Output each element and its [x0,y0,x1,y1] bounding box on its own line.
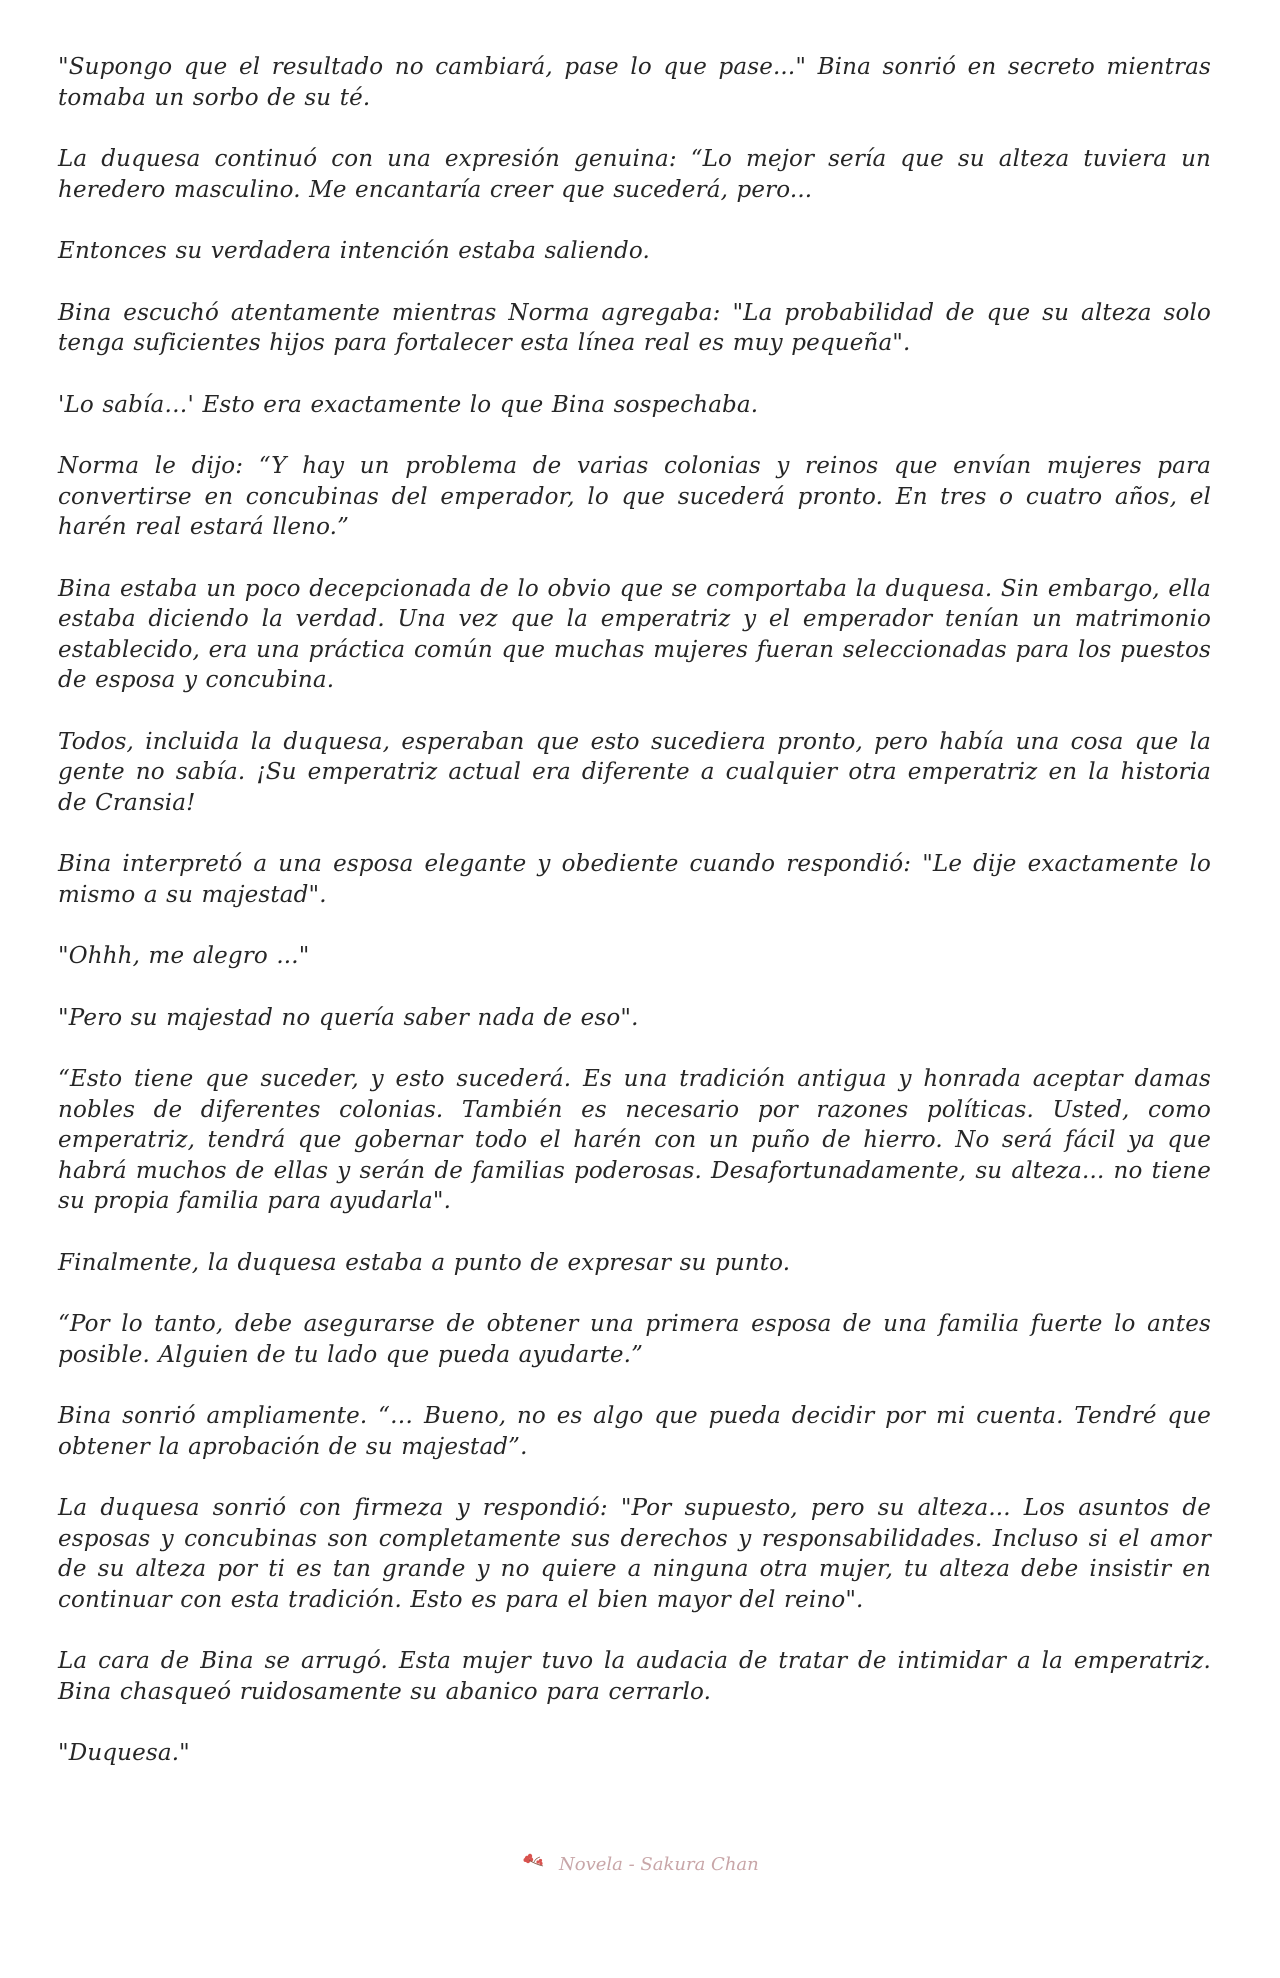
paragraph: "Duquesa." [58,1740,190,1766]
paragraph: Bina sonrió ampliamente. “… Bueno, no es algo que pueda decidir por mi cuenta. Tendré que obtener la aprobación de su majestad”. [58,1403,1211,1460]
paragraph: La cara de Bina se arrugó. Esta mujer tuvo la audacia de tratar de intimidar a la emperatriz. Bina chasqueó ruidosamente su abanico para cerrarlo. [58,1648,1211,1705]
footer-label: Novela - Sakura Chan [559,1854,759,1875]
paragraph: La duquesa continuó con una expresión genuina: “Lo mejor sería que su alteza tuviera un heredero masculino. Me encantaría creer que sucederá, pero... [58,146,1211,203]
paragraph: Bina escuchó atentamente mientras Norma agregaba: "La probabilidad de que su alteza solo tenga suficientes hijos para fortalecer esta línea real es muy pequeña". [58,299,1211,356]
paragraph: Finalmente, la duquesa estaba a punto de expresar su punto. [58,1249,791,1276]
document-body [58,52,1211,1800]
paragraph: “Esto tiene que suceder, y esto sucederá. Es una tradición antigua y honrada aceptar damas nobles de diferentes colonias. También es necesario por razones políticas. Usted, como emperatriz, tendrá que gobernar todo el harén con un puño de hierro. No será fácil ya que habrá muchos de ellas y serán de familias poderosas. Desafortunadamente, su alteza... no tiene su propia familia para ayudarla". [58,1066,1211,1214]
paragraph: “Por lo tanto, debe asegurarse de obtener una primera esposa de una familia fuerte lo antes posible. Alguien de tu lado que pueda ayudarte.” [58,1311,1211,1368]
paragraph: Bina interpretó a una esposa elegante y obediente cuando respondió: "Le dije exactamente lo mismo a su majestad". [58,851,1211,908]
paragraph: Entonces su verdadera intención estaba saliendo. [58,238,650,264]
cherry-blossom-icon [521,1852,547,1877]
paragraph: Todos, incluida la duquesa, esperaban que esto sucediera pronto, pero había una cosa que la gente no sabía. ¡Su emperatriz actual era diferente a cualquier otra emperatriz en la historia de Cransia! [58,728,1211,816]
paragraph: "Pero su majestad no quería saber nada de eso". [58,1004,639,1031]
paragraph: "Supongo que el resultado no cambiará, pase lo que pase..." Bina sonrió en secreto mientras tomaba un sorbo de su té. [58,54,1211,111]
footer-watermark [0,1852,1280,1877]
paragraph: "Ohhh, me alegro ..." [58,943,310,969]
paragraph: Bina estaba un poco decepcionada de lo obvio que se comportaba la duquesa. Sin embargo, ella estaba diciendo la verdad. Una vez que la emperatriz y el emperador tenían un matrimonio establecido, era una práctica común que muchas mujeres fueran seleccionadas para los puestos de esposa y concubina. [58,575,1211,693]
paragraph: 'Lo sabía…' Esto era exactamente lo que Bina sospechaba. [58,391,759,418]
paragraph: La duquesa sonrió con firmeza y respondió: "Por supuesto, pero su alteza... Los asuntos de esposas y concubinas son completamente sus derechos y responsabilidades. Incluso si el amor de su alteza por ti es tan grande y no quiere a ninguna otra mujer, tu alteza debe insistir en continuar con esta tradición. Esto es para el bien mayor del reino". [58,1495,1211,1613]
paragraph: Norma le dijo: “Y hay un problema de varias colonias y reinos que envían mujeres para convertirse en concubinas del emperador, lo que sucederá pronto. En tres o cuatro años, el harén real estará lleno.” [58,453,1211,540]
